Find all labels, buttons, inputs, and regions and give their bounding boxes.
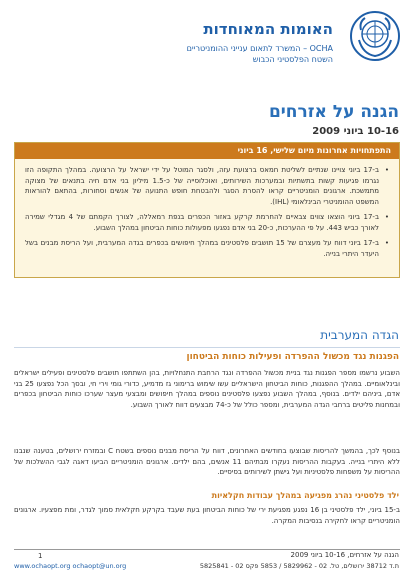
org-name: האומות המאוחדות bbox=[203, 20, 333, 38]
highlights-list bbox=[15, 159, 399, 259]
org-line-2: השטח הפלסטיני הכבוש bbox=[252, 55, 333, 64]
header bbox=[0, 8, 413, 88]
document-date: 10-16 ביוני 2009 bbox=[312, 126, 399, 137]
footer-contact: ת.ד 38712 ירושלים, טל. 02 - 5829962 / 5853 פקס 02 - 5825841 bbox=[199, 562, 399, 570]
highlight-item: • ב-17 ביוני צויינו שנתיים לשליטת חמאס ברצועת עזה, ולסגר המוטל על ידי ישראל על הרצועה. במהלך התקופה הזו נגרמו פגיעות קשות בתשתיות ובמערכות השירותים, ואוכלוסייה של כ-1.5 מיליון בני אדם חיה בתנאים של מצוקה מתמשכת. ארגונים הומניטריים קראו להסרת הסגר ולהבטחת חופש התנועה של אנשים וסחורות, בהתאם להוראות המשפט ההומניטרי הבינלאומי (IHL). bbox=[25, 165, 389, 207]
document-title: הגנה על אזרחים bbox=[268, 102, 399, 122]
highlights-heading: התפתחויות אחרונות מיום שלישי, 16 ביוני bbox=[15, 143, 399, 159]
body-paragraph-3: ב-15 ביוני, ילד פלסטיני בן 16 נפגע מפגיעת ירי של כוחות הביטחון בעת שעבד בקרקע חקלאית סמוך לגדר, ומת מפצעיו. ארגונים הומניטריים קראו לחקירה בנסיבות המקרה. bbox=[14, 506, 400, 525]
body-paragraph-1: השבוע נרשמו מספר הפגנות נגד בניית מכשול ההפרדה ונגד הרחבת התנחלויות, בהן השתתפו תושבים פלסטינים ופעילים ישראלים ובינלאומיים. במהלך ההפגנות, כוחות הביטחון הישראליים עשו שימוש ברימוני גז מדמיע, כדורי גומי וירי חי, ובסך הכל נפצעו 25 בני אדם, ביניהם ילדים. בנוסף, במהלך השבוע נפצעו פלסטינים נוספים במהלך חיפושים ומבצעי מעצר שערכו כוחות הביטחון בכפרים ובמחנות פליטים ברחבי הגדה המערבית, ומספר כולל של כ-74 מבצעים דווח לאורך השבוע. bbox=[14, 369, 400, 409]
section-subtitle: הפגנות נגד מכשול ההפרדה ופעילות כוחות הביטחון bbox=[186, 352, 399, 362]
section-subtitle-2: ילד פלסטיני נהרג מפגיעה במהלך עבודות חקלאיות bbox=[211, 491, 399, 500]
highlights-box bbox=[14, 142, 400, 278]
org-line-1: OCHA – המשרד לתאום ענייני ההומניטריים bbox=[186, 44, 333, 53]
highlight-item: • ב-17 ביוני דווח על מעצרם של 15 תושבים פלסטינים במהלך חיפושים בכפרים בגדה המערבית, ועל הריסת מבנים בשל היעדר היתרי בנייה. bbox=[25, 238, 389, 259]
page-number: 1 bbox=[38, 552, 43, 560]
section-title: הגדה המערבית bbox=[320, 328, 399, 342]
highlight-item: • ב-17 ביוני הוצאו צווים צבאיים להחרמת קרקע באזור הכפרים בנפת רמאללה, לצורך הקמתם של 4 מגדלי שמירה לאורך כביש 443. על פי ההערכות, כ-20 בני אדם נפגעו מפעולות כוחות הביטחון במהלך השבוע. bbox=[25, 212, 389, 233]
footer-doc-ref: הגנה על אזרחים, 10-16 ביוני 2009 bbox=[290, 551, 399, 559]
un-emblem-icon bbox=[349, 10, 401, 62]
section-divider bbox=[14, 347, 400, 348]
footer-divider bbox=[14, 549, 400, 550]
body-paragraph-2: בנוסף לכך, בהמשך להריסות שבוצעו בחודשים האחרונים, דווח על הריסת מבנים נוספים בשטח C ובמזרח ירושלים, בטענה שנבנו ללא היתרי בנייה. בעקבות ההריסות נעקרו מבתיהם 11 אנשים, בהם ילדים. ארגונים הומניטריים הביעו דאגה לגבי ההשלכות של ההריסות על משפחות פלסטיניות ועל גישתן לשירותים בסיסיים. bbox=[14, 447, 400, 476]
footer-website-link[interactable]: www.ochaopt.org ochaopt@un.org bbox=[14, 562, 127, 570]
